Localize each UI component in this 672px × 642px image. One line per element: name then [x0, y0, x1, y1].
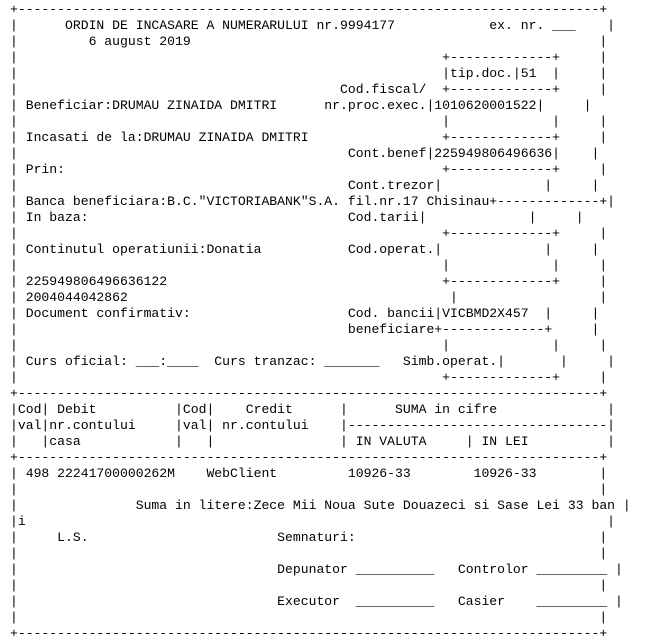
- document-line: | Curs oficial: ___:____ Curs tranzac: _______ Simb.operat.| | |: [10, 354, 616, 369]
- document-line: |val|nr.contului |val| nr.contului |---------------------------------|: [10, 418, 616, 433]
- document-line: | 225949806496636122 +-------------+ |: [10, 274, 608, 289]
- document-line: | | | |: [10, 114, 608, 129]
- document-line: | Executor __________ Casier _________ |: [10, 594, 623, 609]
- document-line: |Cod| Debit |Cod| Credit | SUMA in cifre |: [10, 402, 616, 417]
- document-line: | Continutul operatiunii:Donatia Cod.operat.| | |: [10, 242, 600, 257]
- document-line: |i |: [10, 514, 616, 529]
- document-line: | Beneficiar:DRUMAU ZINAIDA DMITRI nr.proc.exec.|1010620001522| |: [10, 98, 592, 113]
- document-line: | |: [10, 546, 608, 561]
- document-line: | |: [10, 610, 608, 625]
- document-line: | Cod.fiscal/ +-------------+ |: [10, 82, 608, 97]
- document-line: | +-------------+ |: [10, 50, 608, 65]
- document-line: | |: [10, 482, 608, 497]
- document-line: | |: [10, 578, 608, 593]
- document-line: | Incasati de la:DRUMAU ZINAIDA DMITRI +-------------+ |: [10, 130, 608, 145]
- document-line: | 6 august 2019 |: [10, 34, 608, 49]
- document-line: | |tip.doc.|51 | |: [10, 66, 608, 81]
- document-line: | In baza: Cod.tarii| | |: [10, 210, 584, 225]
- document-line: | Document confirmativ: Cod. bancii|VICBMD2X457 | |: [10, 306, 600, 321]
- document-line: +--------------------------------------------------------------------------+: [10, 386, 608, 401]
- document-line: | Prin: +-------------+ |: [10, 162, 608, 177]
- document-line: | L.S. Semnaturi: |: [10, 530, 608, 545]
- document-line: +--------------------------------------------------------------------------+: [10, 626, 608, 641]
- document-line: | | | |: [10, 258, 608, 273]
- document-line: +--------------------------------------------------------------------------+: [10, 450, 608, 465]
- document-line: | +-------------+ |: [10, 226, 608, 241]
- document-line: | 498 22241700000262M WebClient 10926-33 10926-33 |: [10, 466, 608, 481]
- document-line: | Cont.trezor| | |: [10, 178, 600, 193]
- document-line: | | | |: [10, 338, 608, 353]
- document-line: | Cont.benef|225949806496636| |: [10, 146, 600, 161]
- document-line: | Depunator __________ Controlor _________ |: [10, 562, 623, 577]
- document-line: | ORDIN DE INCASARE A NUMERARULUI nr.9994177 ex. nr. ___ |: [10, 18, 616, 33]
- document-line: | beneficiare+-------------+ |: [10, 322, 600, 337]
- document-line: | |casa | | | IN VALUTA | IN LEI |: [10, 434, 616, 449]
- document-line: | Banca beneficiara:B.C."VICTORIABANK"S.A. fil.nr.17 Chisinau+-------------+|: [10, 194, 616, 209]
- document-text: [10, 2, 631, 642]
- document-line: | Suma in litere:Zece Mii Noua Sute Douazeci si Sase Lei 33 ban |: [10, 498, 631, 513]
- document-line: | +-------------+ |: [10, 370, 608, 385]
- document-line: +--------------------------------------------------------------------------+: [10, 2, 608, 17]
- document-line: | 2004044042862 | |: [10, 290, 608, 305]
